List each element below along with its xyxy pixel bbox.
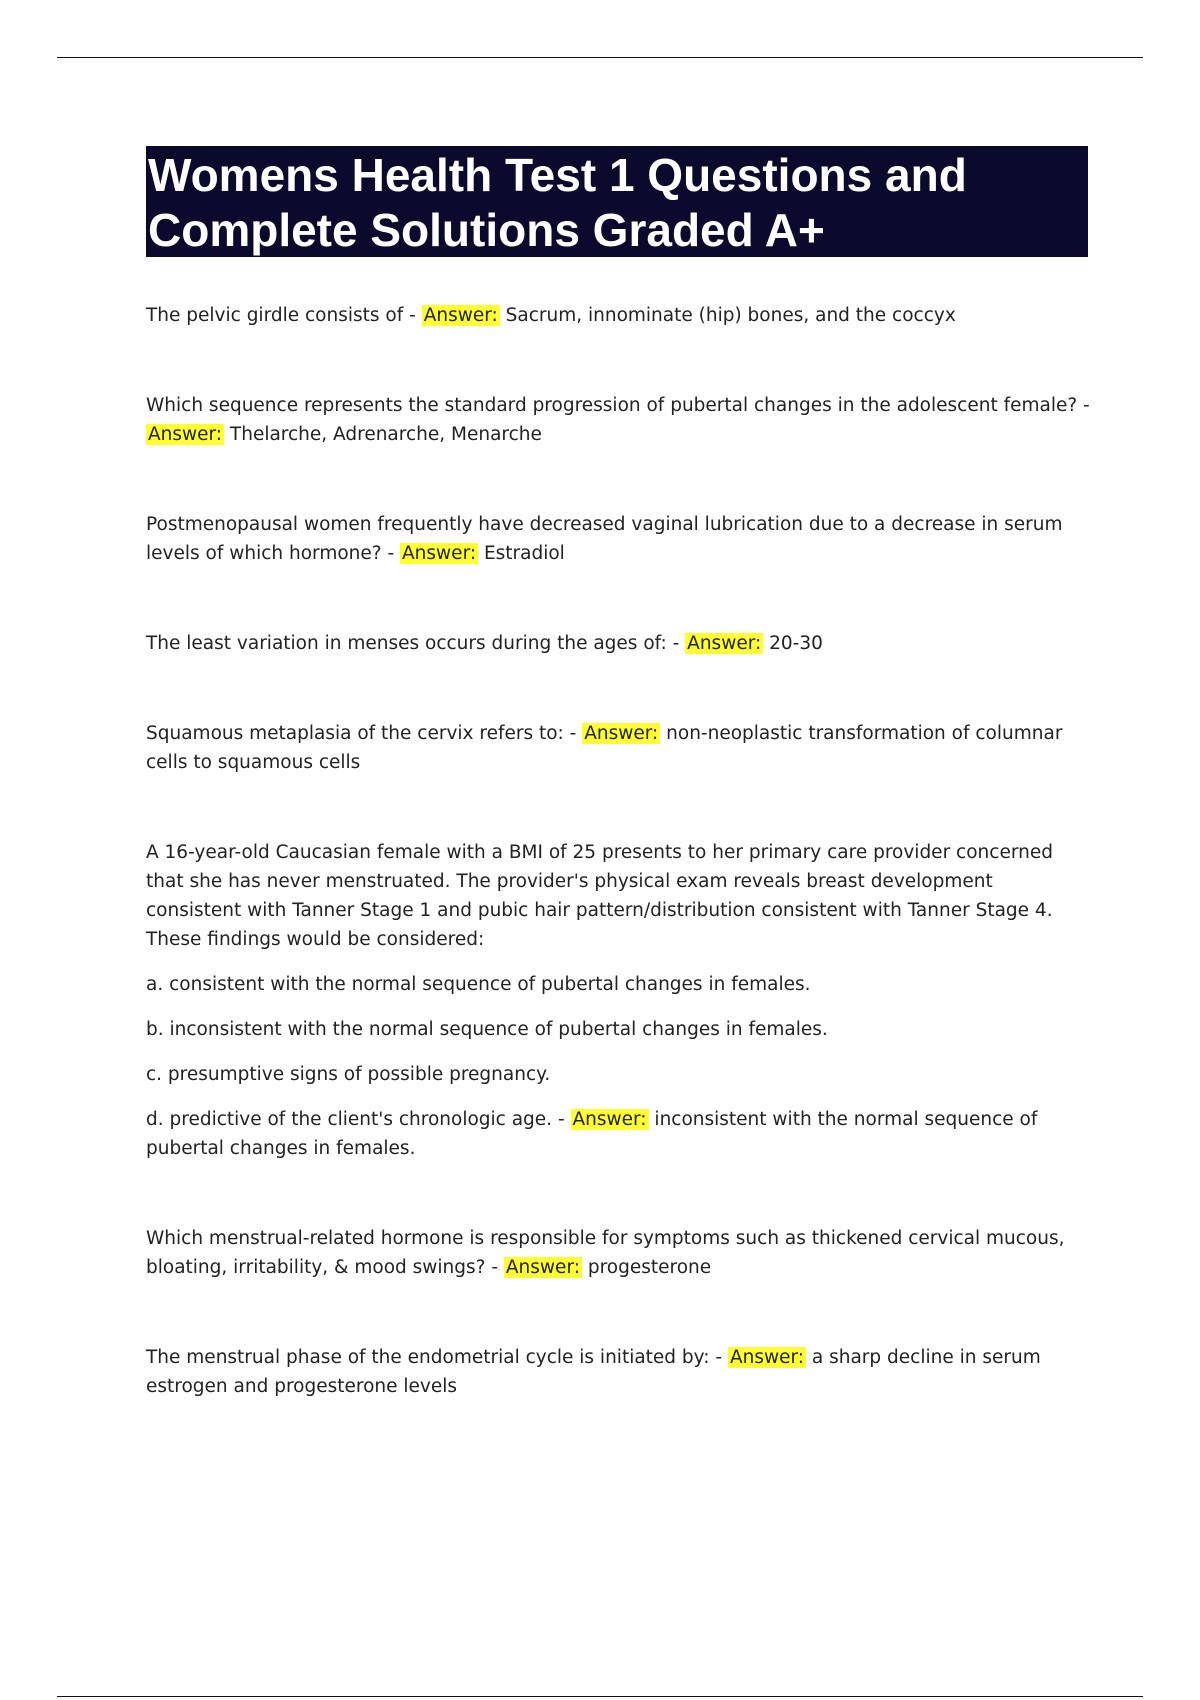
qa-paragraph: [146, 510, 1091, 568]
qa-item-5: [146, 719, 1091, 777]
question-text: Postmenopausal women frequently have decreased vaginal lubrication due to a decrease in serum levels of which hormone?: [146, 514, 1063, 564]
question-text: Which menstrual-related hormone is responsible for symptoms such as thickened cervical mucous, bloating, irritability, & mood swings?: [146, 1228, 1065, 1278]
qa-item-3: [146, 510, 1091, 568]
answer-label: Answer:: [584, 723, 659, 744]
separator: -: [709, 1347, 728, 1368]
answer-label: Answer:: [687, 633, 762, 654]
document-title: [146, 146, 1088, 257]
answer-text: inconsistent with the normal sequence of pubertal changes in females.: [146, 1109, 1038, 1159]
answer-text: Sacrum, innominate (hip) bones, and the coccyx: [499, 305, 956, 326]
answer-label: Answer:: [402, 543, 477, 564]
qa-paragraph: [146, 1105, 1091, 1163]
question-text: The menstrual phase of the endometrial cycle is initiated by:: [146, 1347, 710, 1368]
answer-label: Answer:: [423, 305, 498, 326]
separator: -: [381, 543, 401, 564]
qa-paragraph: [146, 838, 1091, 954]
option-a: a. consistent with the normal sequence of pubertal changes in females.: [146, 974, 811, 995]
answer-label: Answer:: [148, 424, 223, 445]
separator: -: [1077, 395, 1090, 416]
answer-text: a sharp decline in serum estrogen and progesterone levels: [146, 1347, 1041, 1397]
question-text: A 16-year-old Caucasian female with a BMI of 25 presents to her primary care provider concerned that she has never menstruated. The provider's physical exam reveals breast development consistent with Tanner Stage 1 and pubic hair pattern/distribution consistent with Tanner Stage 4. These findings would be considered:: [146, 842, 1053, 950]
qa-paragraph: [146, 1224, 1091, 1282]
option-b: b. inconsistent with the normal sequence of pubertal changes in females.: [146, 1019, 828, 1040]
option-c: c. presumptive signs of possible pregnancy.: [146, 1064, 551, 1085]
question-text: The pelvic girdle consists of: [146, 305, 404, 326]
title-line-1: Womens Health Test 1 Questions and: [148, 149, 967, 201]
separator: -: [666, 633, 686, 654]
qa-paragraph: [146, 629, 1091, 658]
qa-item-8: [146, 1343, 1091, 1401]
qa-item-6: [146, 838, 1091, 1163]
qa-paragraph: [146, 301, 1091, 330]
question-text: The least variation in menses occurs during the ages of:: [146, 633, 667, 654]
title-line-2: Complete Solutions Graded A+: [148, 204, 825, 256]
separator: -: [552, 1109, 571, 1130]
separator: -: [403, 305, 422, 326]
answer-text: Estradiol: [478, 543, 565, 564]
answer-text: Thelarche, Adrenarche, Menarche: [224, 424, 542, 445]
bottom-rule: [57, 1696, 1143, 1697]
qa-paragraph: [146, 1343, 1091, 1401]
separator: -: [563, 723, 583, 744]
qa-item-4: [146, 629, 1091, 658]
option-d: d. predictive of the client's chronologic age.: [146, 1109, 553, 1130]
answer-text: progesterone: [581, 1257, 712, 1278]
answer-text: non-neoplastic transformation of columnar cells to squamous cells: [146, 723, 1063, 773]
answer-label: Answer:: [572, 1109, 647, 1130]
qa-list: [146, 301, 1091, 1462]
qa-paragraph: [146, 391, 1091, 449]
qa-paragraph: [146, 719, 1091, 777]
qa-item-1: [146, 301, 1091, 330]
qa-item-7: [146, 1224, 1091, 1282]
top-rule: [57, 57, 1143, 58]
separator: -: [485, 1257, 504, 1278]
qa-item-2: [146, 391, 1091, 449]
question-text: Which sequence represents the standard progression of pubertal changes in the adolescent female?: [146, 395, 1078, 416]
answer-label: Answer:: [505, 1257, 580, 1278]
answer-text: 20-30: [763, 633, 823, 654]
question-text: Squamous metaplasia of the cervix refers to:: [146, 723, 564, 744]
answer-label: Answer:: [729, 1347, 804, 1368]
